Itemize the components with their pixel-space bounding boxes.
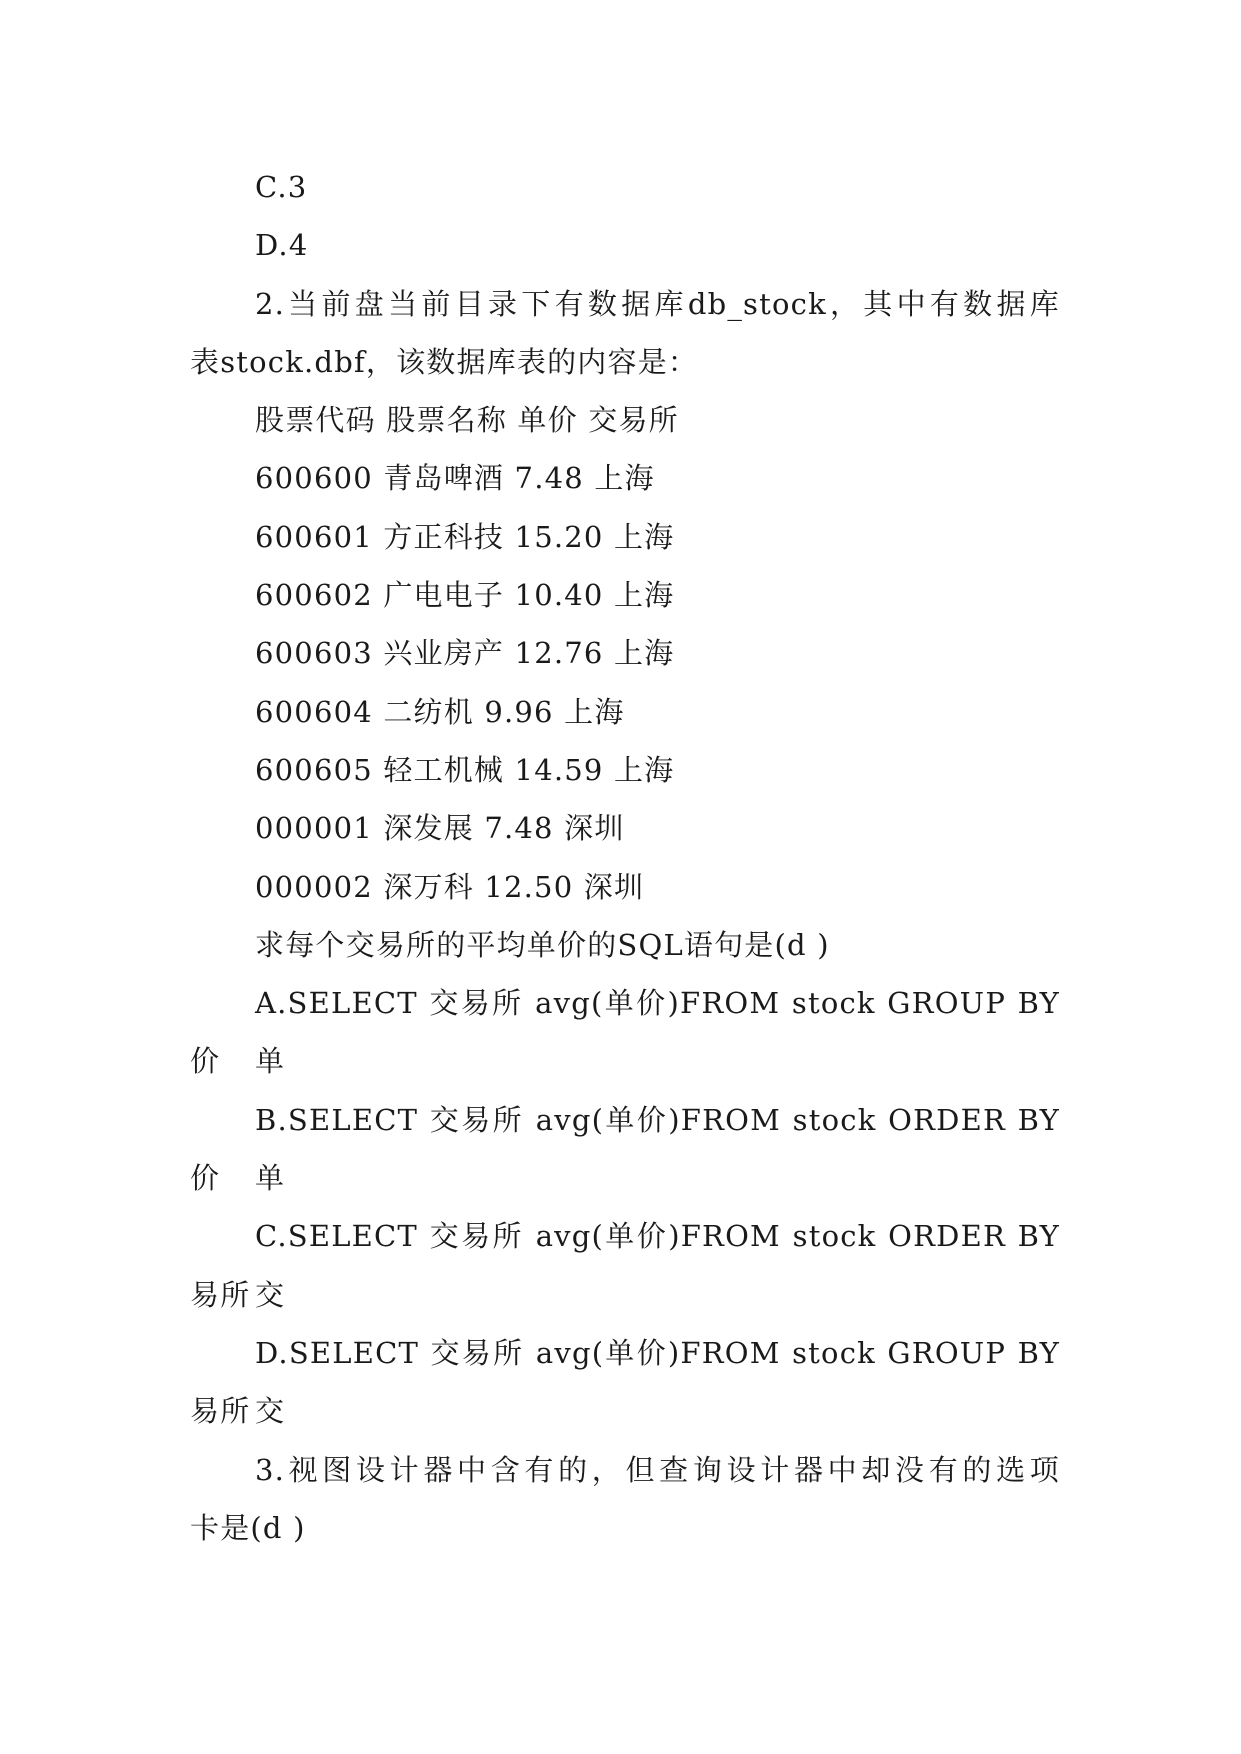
table-row: 600601 方正科技 15.20 上海 bbox=[255, 519, 675, 554]
answer-a-line-1: A.SELECT 交易所 avg(单价)FROM stock GROUP BY 单 bbox=[255, 986, 1060, 1079]
answer-a-line-2: 价 bbox=[190, 1044, 221, 1079]
table-row: 000002 深万科 12.50 深圳 bbox=[255, 869, 645, 904]
answer-c-line-2: 易所 bbox=[190, 1277, 251, 1312]
question-2-line-2: 表stock.dbf，该数据库表的内容是： bbox=[190, 344, 699, 379]
table-header-row: 股票代码 股票名称 单价 交易所 bbox=[255, 403, 679, 438]
answer-c-line-1: C.SELECT 交易所 avg(单价)FROM stock ORDER BY 交 bbox=[255, 1219, 1060, 1312]
question-2-line-1: 2.当前盘当前目录下有数据库db_stock，其中有数据库 bbox=[255, 286, 1060, 321]
table-row: 000001 深发展 7.48 深圳 bbox=[255, 811, 625, 846]
table-row: 600605 轻工机械 14.59 上海 bbox=[255, 752, 675, 787]
table-row: 600604 二纺机 9.96 上海 bbox=[255, 694, 625, 729]
table-row: 600600 青岛啤酒 7.48 上海 bbox=[255, 461, 655, 496]
answer-d-line-2: 易所 bbox=[190, 1394, 251, 1429]
answer-b-line-2: 价 bbox=[190, 1161, 221, 1196]
document-body bbox=[190, 158, 1060, 1557]
table-row: 600602 广电电子 10.40 上海 bbox=[255, 578, 675, 613]
table-row: 600603 兴业房产 12.76 上海 bbox=[255, 636, 675, 671]
option-c-line: C.3 bbox=[255, 170, 308, 204]
answer-b-line-1: B.SELECT 交易所 avg(单价)FROM stock ORDER BY 单 bbox=[255, 1102, 1060, 1196]
option-d-line: D.4 bbox=[255, 228, 309, 263]
question-3-line-2: 卡是(d ) bbox=[190, 1510, 306, 1545]
answer-d-line-1: D.SELECT 交易所 avg(单价)FROM stock GROUP BY 交 bbox=[255, 1335, 1060, 1429]
question-3-line-1: 3.视图设计器中含有的，但查询设计器中却没有的选项 bbox=[255, 1452, 1060, 1487]
question-2-prompt: 求每个交易所的平均单价的SQL语句是(d ) bbox=[255, 927, 830, 962]
